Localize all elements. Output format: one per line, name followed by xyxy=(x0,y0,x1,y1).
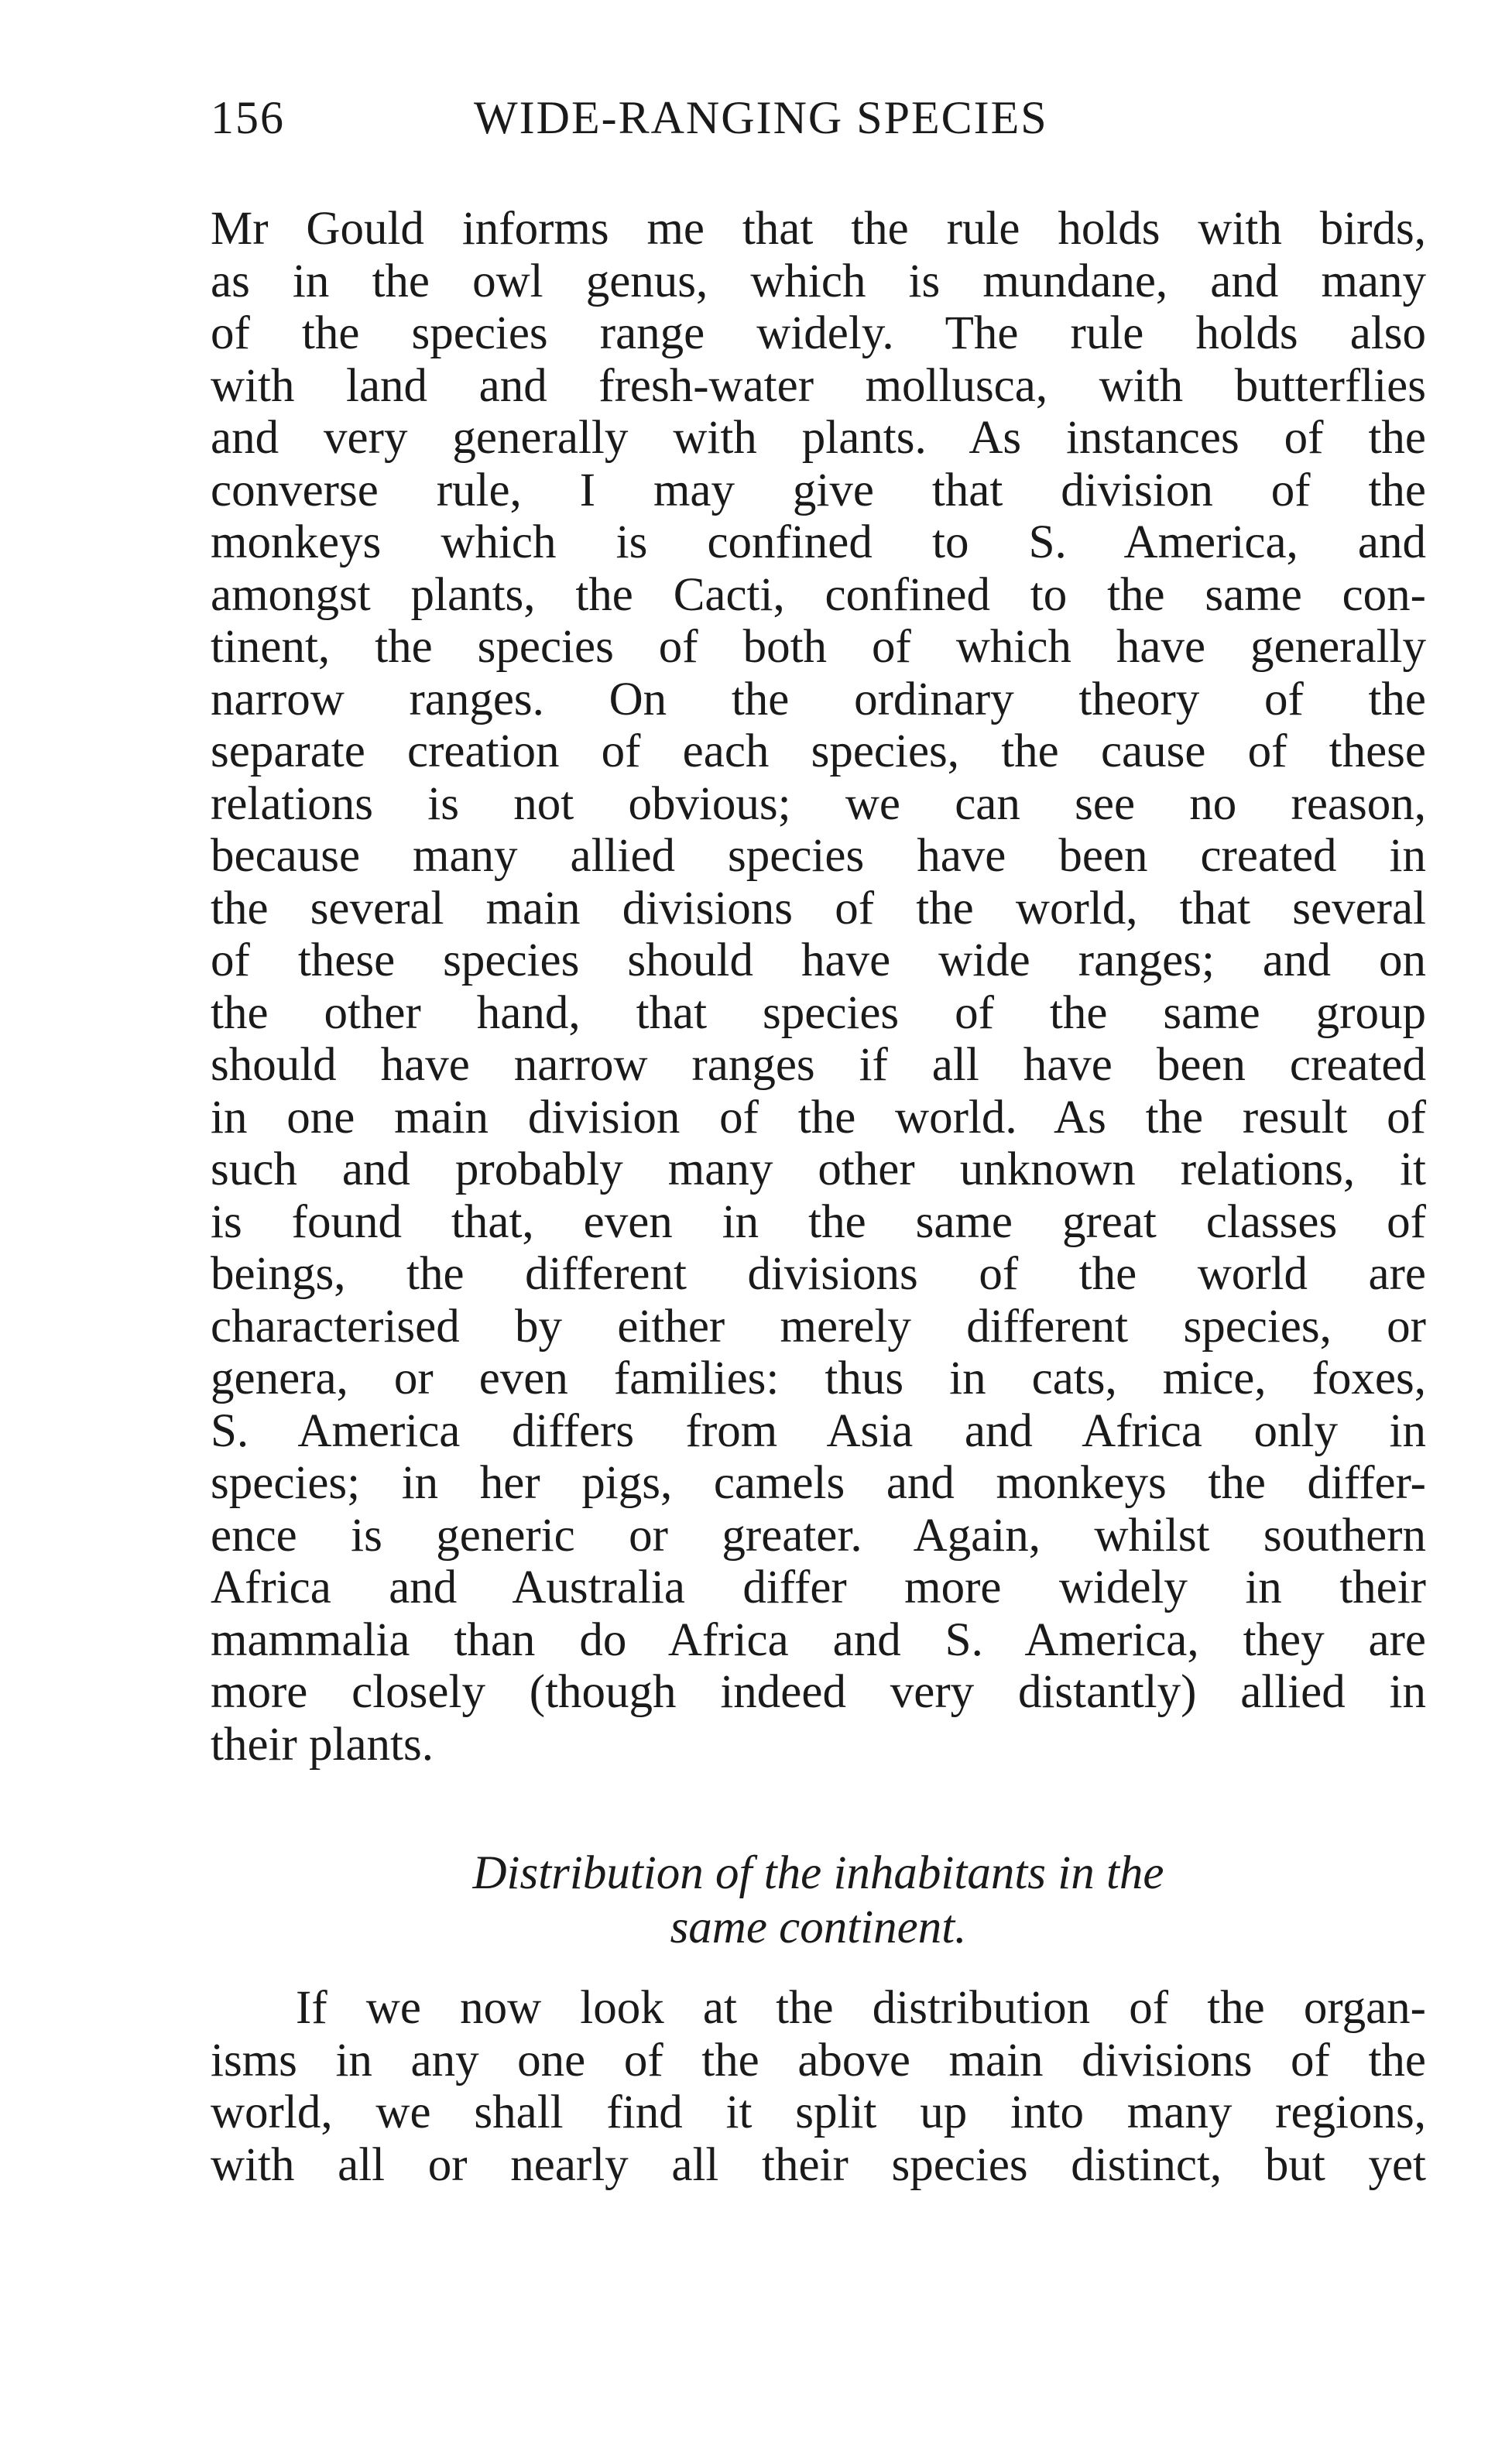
section-heading-line: Distribution of the inhabitants in the xyxy=(472,1847,1164,1899)
text-line: of the species range widely. The rule holds also xyxy=(211,307,1426,359)
text-line: such and probably many other unknown relations, it xyxy=(211,1143,1426,1195)
text-line: with all or nearly all their species distinct, but yet xyxy=(211,2138,1426,2191)
text-line: S. America differs from Asia and Africa only in xyxy=(211,1404,1426,1457)
text-line: amongst plants, the Cacti, confined to the same con- xyxy=(211,568,1426,621)
text-line: separate creation of each species, the cause of these xyxy=(211,725,1426,777)
text-line: Africa and Australia differ more widely in their xyxy=(211,1562,1426,1613)
text-line: Mr Gould informs me that the rule holds with birds, xyxy=(211,203,1426,255)
text-line: relations is not obvious; we can see no reason, xyxy=(211,777,1426,830)
text-line: characterised by either merely different species, or xyxy=(211,1300,1426,1353)
text-line: should have narrow ranges if all have been created xyxy=(211,1039,1426,1091)
text-line: because many allied species have been created in xyxy=(211,830,1426,882)
text-line: ence is generic or greater. Again, whilst southern xyxy=(211,1509,1426,1562)
running-head: WIDE-RANGING SPECIES xyxy=(474,92,1048,143)
text-line: species; in her pigs, camels and monkeys the differ- xyxy=(211,1457,1426,1509)
page-number: 156 xyxy=(211,92,285,143)
section-heading-line: same continent. xyxy=(670,1901,967,1953)
paragraph-1 xyxy=(211,203,1426,1771)
text-line: monkeys which is confined to S. America, and xyxy=(211,516,1426,568)
text-line: as in the owl genus, which is mundane, and many xyxy=(211,255,1426,307)
text-line: converse rule, I may give that division of the xyxy=(211,464,1426,516)
text-line: is found that, even in the same great classes of xyxy=(211,1195,1426,1248)
paragraph-2 xyxy=(211,1982,1426,2191)
text-line: beings, the different divisions of the world are xyxy=(211,1248,1426,1300)
text-line: their plants. xyxy=(211,1718,434,1771)
text-line: narrow ranges. On the ordinary theory of the xyxy=(211,673,1426,725)
text-line: world, we shall find it split up into many regions, xyxy=(211,2086,1426,2138)
text-line: mammalia than do Africa and S. America, they are xyxy=(211,1613,1426,1666)
text-line: with land and fresh-water mollusca, with butterflies xyxy=(211,359,1426,412)
text-line: and very generally with plants. As instances of the xyxy=(211,412,1426,464)
page-header xyxy=(211,91,1426,153)
text-line: in one main division of the world. As the result of xyxy=(211,1091,1426,1143)
text-line: of these species should have wide ranges; and on xyxy=(211,934,1426,986)
text-line: the several main divisions of the world, that several xyxy=(211,882,1426,934)
text-line: tinent, the species of both of which have generally xyxy=(211,621,1426,673)
text-line: isms in any one of the above main divisions of the xyxy=(211,2034,1426,2086)
text-line: If we now look at the distribution of the organ- xyxy=(296,1982,1426,2034)
text-line: more closely (though indeed very distantly) allied in xyxy=(211,1666,1426,1718)
text-line: the other hand, that species of the same group xyxy=(211,986,1426,1039)
section-heading xyxy=(211,1846,1426,1955)
text-line: genera, or even families: thus in cats, mice, foxes, xyxy=(211,1353,1426,1404)
